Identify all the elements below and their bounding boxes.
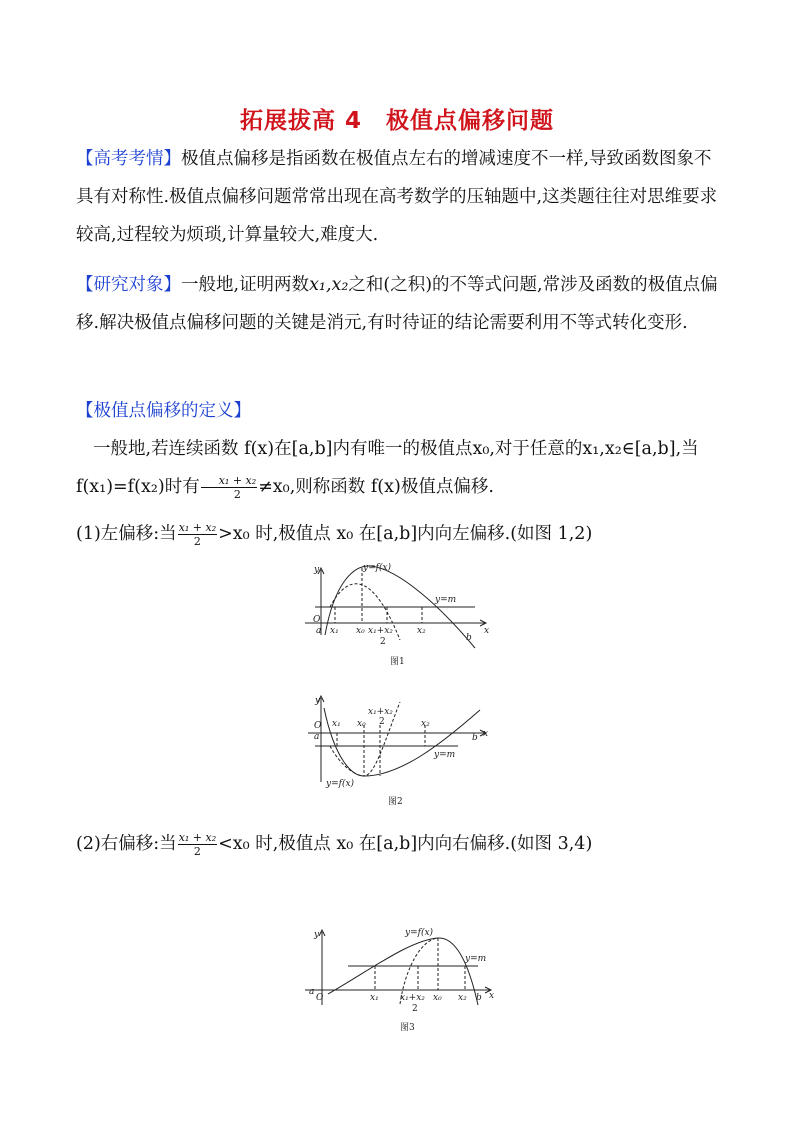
research-text-a: 一般地,证明两数: [181, 275, 310, 295]
fraction-numerator: x₁ + x₂: [178, 521, 217, 534]
definition-line1: 一般地,若连续函数 f(x)在[a,b]内有唯一的极值点x₀,对于任意的x₁,x₂∈[a,b],当: [93, 439, 699, 459]
fig3-mid-den: 2: [412, 1004, 418, 1014]
fraction-denominator: 2: [193, 535, 201, 548]
fig1-x2-label: x₂: [417, 626, 426, 636]
right-shift-text-a: (2)右偏移:当: [76, 834, 177, 854]
fig2-b-label: b: [472, 733, 478, 743]
definition-line2-a: f(x₁)=f(x₂)时有: [76, 477, 200, 497]
fig3-o-label: O: [316, 993, 324, 1003]
fig3-x1-label: x₁: [370, 993, 379, 1003]
fig1-o-label: O: [313, 615, 321, 625]
fig1-x0-label: x₀: [356, 626, 365, 636]
fig1-b-label: b: [466, 633, 472, 643]
fig3-y-label: y: [314, 930, 320, 940]
fig2-mid-den: 2: [379, 717, 385, 727]
fig2-fx-label: y=f(x): [326, 779, 355, 789]
fraction-denominator: 2: [233, 488, 241, 501]
fig1-y-label: y: [314, 565, 320, 575]
fig1-x-label: x: [484, 626, 490, 636]
fig2-x0-label: x₀: [357, 719, 366, 729]
fig3-a-label: a: [309, 987, 315, 997]
figure-3: [300, 920, 505, 1038]
fig1-caption: 图1: [390, 657, 405, 667]
figure-1: [300, 560, 500, 672]
fig3-m-label: y=m: [465, 954, 487, 964]
research-text-b: 之和(之积)的不等式问题,常涉及函数的极值点偏移.解决极值点偏移问题的关键是消元,有时待证的结论需要利用不等式转化变形.: [76, 275, 718, 333]
research-paragraph: [76, 266, 722, 342]
fig2-x-label: x: [483, 729, 489, 739]
left-shift-text-b: >x₀ 时,极值点 x₀ 在[a,b]内向左偏移.(如图 1,2): [218, 524, 593, 544]
fig2-m-label: y=m: [434, 750, 456, 760]
midpoint-fraction: [201, 474, 257, 501]
fig1-mid-den: 2: [380, 637, 386, 647]
fig2-x1-label: x₁: [332, 719, 341, 729]
fig1-mid-num: x₁+x₂: [368, 626, 393, 636]
fraction-numerator: x₁ + x₂: [178, 831, 217, 844]
fig1-a-label: a: [316, 626, 322, 636]
page-title: 拓展拔高 4 极值点偏移问题: [239, 108, 554, 134]
fig3-mid-num: x₁+x₂: [400, 993, 425, 1003]
gaokao-tag: 【高考考情】: [76, 149, 181, 169]
right-shift-line: [76, 825, 722, 863]
fig1-fx-label: y=f(x): [363, 563, 392, 573]
research-tag: 【研究对象】: [76, 275, 181, 295]
fig1-m-label: y=m: [435, 595, 457, 605]
fig3-x-label: x: [489, 991, 495, 1001]
fraction-denominator: 2: [193, 845, 201, 858]
fig3-fx-label: y=f(x): [405, 928, 434, 938]
gaokao-text: 极值点偏移是指函数在极值点左右的增减速度不一样,导致函数图象不具有对称性.极值点偏移问题常常出现在高考数学的压轴题中,这类题往往对思维要求较高,过程较为烦琐,计算量较大,难度大.: [76, 149, 718, 245]
definition-paragraph: [76, 430, 722, 506]
gaokao-paragraph: [76, 140, 722, 254]
fig3-x0-label: x₀: [433, 993, 442, 1003]
fig3-b-label: b: [476, 993, 482, 1003]
definition-line2-b: ≠x₀,则称函数 f(x)极值点偏移.: [258, 477, 494, 497]
fraction-numerator: x₁ + x₂: [201, 474, 257, 488]
fig2-curve: [324, 708, 480, 776]
right-shift-fraction: [178, 831, 217, 858]
right-shift-text-b: <x₀ 时,极值点 x₀ 在[a,b]内向右偏移.(如图 3,4): [218, 834, 593, 854]
fig2-mid-num: x₁+x₂: [368, 707, 393, 717]
definition-tag: 【极值点偏移的定义】: [76, 401, 251, 421]
fig3-caption: 图3: [400, 1023, 415, 1033]
fig2-o-label: O: [314, 721, 322, 731]
left-shift-text-a: (1)左偏移:当: [76, 524, 177, 544]
research-vars: x₁,x₂: [309, 275, 349, 295]
fig1-x1-label: x₁: [330, 626, 339, 636]
left-shift-line: [76, 515, 722, 553]
fig3-x2-label: x₂: [458, 993, 467, 1003]
fig2-a-label: a: [314, 732, 320, 742]
fig2-caption: 图2: [388, 797, 403, 807]
fig2-x2-label: x₂: [421, 719, 430, 729]
fig2-y-label: y: [315, 696, 321, 706]
figure-2: [300, 690, 500, 812]
left-shift-fraction: [178, 521, 217, 548]
